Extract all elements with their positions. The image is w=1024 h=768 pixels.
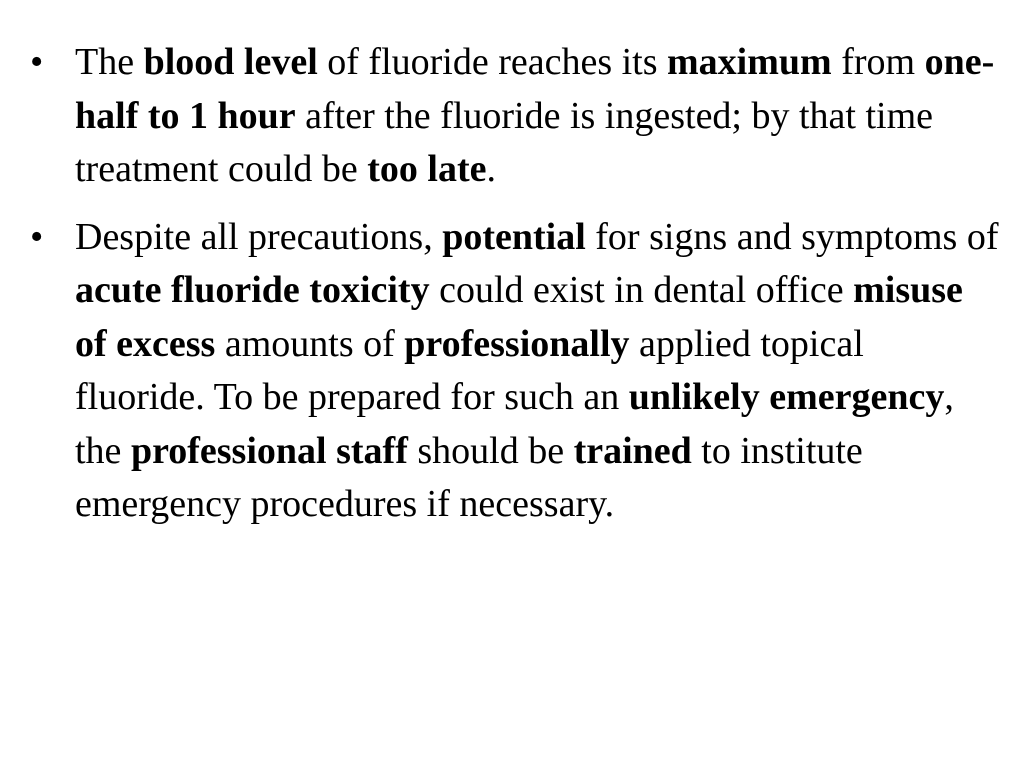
bold-segment: professionally — [404, 322, 630, 365]
text-segment: should be — [407, 429, 574, 472]
text-segment: to institute emergency procedures if necessary. — [75, 429, 863, 525]
bold-segment: unlikely emergency — [628, 376, 945, 418]
bullet-list — [30, 36, 1000, 546]
text-segment: , the — [75, 376, 954, 472]
bold-segment: trained — [573, 429, 692, 472]
text-segment: from — [831, 41, 925, 83]
text-segment: amounts of — [215, 322, 405, 365]
bullet-item-precautions — [30, 211, 1000, 532]
bold-segment: acute fluoride toxicity — [75, 269, 430, 311]
text-segment: applied topical fluoride. To be prepared for such an — [75, 322, 864, 418]
bold-segment: blood level — [143, 41, 318, 83]
text-segment: could exist in dental office — [429, 269, 854, 311]
text-segment: . — [486, 148, 497, 190]
bold-segment: one-half to 1 hour — [75, 41, 995, 137]
bullet-item-blood-level — [30, 36, 1000, 197]
bold-segment: maximum — [667, 41, 832, 83]
bold-segment: professional staff — [130, 429, 408, 472]
bold-segment: potential — [442, 215, 586, 258]
bullet-text — [75, 216, 999, 526]
text-segment: after the fluoride is ingested; by that time treatment could be — [75, 94, 934, 190]
bullet-text — [75, 41, 994, 190]
bold-segment: misuse of excess — [75, 269, 963, 365]
text-segment: Despite all precautions, — [75, 215, 443, 258]
text-segment: The — [75, 41, 144, 83]
bold-segment: too late — [367, 148, 487, 190]
text-segment: for signs and symptoms of — [585, 215, 999, 258]
bullet-icon: • — [30, 215, 44, 258]
text-segment: of fluoride reaches its — [317, 41, 668, 83]
bullet-icon: • — [30, 41, 44, 83]
